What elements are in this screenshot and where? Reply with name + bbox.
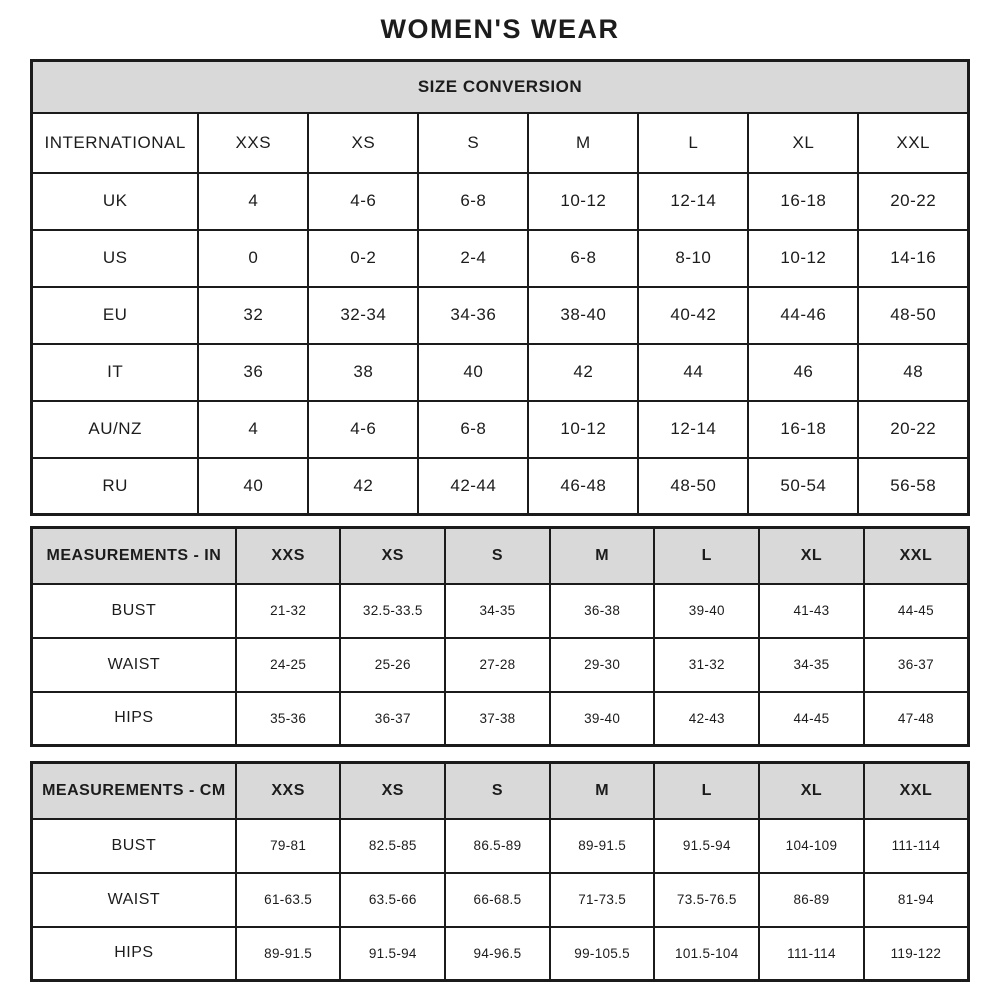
- value-cell: 21-32: [236, 584, 341, 638]
- row-label: UK: [32, 173, 199, 230]
- table-row: [32, 873, 969, 927]
- row-label: US: [32, 230, 199, 287]
- value-cell: 86.5-89: [445, 819, 550, 873]
- size-conversion-title-row: [32, 61, 969, 113]
- value-cell: 89-91.5: [550, 819, 655, 873]
- value-cell: 14-16: [858, 230, 968, 287]
- value-cell: 29-30: [550, 638, 655, 692]
- size-conversion-title: SIZE CONVERSION: [32, 61, 969, 113]
- value-cell: 40: [418, 344, 528, 401]
- value-cell: 32-34: [308, 287, 418, 344]
- value-cell: 16-18: [748, 173, 858, 230]
- value-cell: 111-114: [864, 819, 969, 873]
- measurements-cm-header-cell: L: [654, 763, 759, 819]
- value-cell: 34-36: [418, 287, 528, 344]
- value-cell: 42-44: [418, 458, 528, 515]
- value-cell: 6-8: [418, 173, 528, 230]
- value-cell: 48: [858, 344, 968, 401]
- table-row: [32, 584, 969, 638]
- value-cell: 20-22: [858, 401, 968, 458]
- value-cell: 0: [198, 230, 308, 287]
- measurements-cm-header-cell: S: [445, 763, 550, 819]
- table-row: [32, 819, 969, 873]
- table-row: [32, 230, 969, 287]
- value-cell: 44: [638, 344, 748, 401]
- row-label: BUST: [32, 819, 236, 873]
- value-cell: 25-26: [340, 638, 445, 692]
- measurements-cm-header-cell: MEASUREMENTS - CM: [32, 763, 236, 819]
- size-conversion-header-cell: M: [528, 113, 638, 173]
- value-cell: 66-68.5: [445, 873, 550, 927]
- value-cell: 24-25: [236, 638, 341, 692]
- size-conversion-header-row: [32, 113, 969, 173]
- table-row: [32, 458, 969, 515]
- value-cell: 4-6: [308, 173, 418, 230]
- size-conversion-header-cell: S: [418, 113, 528, 173]
- value-cell: 48-50: [638, 458, 748, 515]
- size-conversion-header-cell: L: [638, 113, 748, 173]
- value-cell: 81-94: [864, 873, 969, 927]
- value-cell: 4: [198, 401, 308, 458]
- measurements-in-header-cell: M: [550, 528, 655, 584]
- value-cell: 10-12: [748, 230, 858, 287]
- measurements-in-header-cell: XXS: [236, 528, 341, 584]
- measurements-cm-header-row: [32, 763, 969, 819]
- table-row: [32, 344, 969, 401]
- size-conversion-header-cell: XXS: [198, 113, 308, 173]
- value-cell: 86-89: [759, 873, 864, 927]
- table-row: [32, 692, 969, 746]
- size-conversion-table: [30, 59, 970, 516]
- value-cell: 10-12: [528, 401, 638, 458]
- value-cell: 56-58: [858, 458, 968, 515]
- measurements-in-header-cell: S: [445, 528, 550, 584]
- measurements-cm-header-cell: XL: [759, 763, 864, 819]
- value-cell: 34-35: [445, 584, 550, 638]
- value-cell: 4: [198, 173, 308, 230]
- value-cell: 16-18: [748, 401, 858, 458]
- value-cell: 46-48: [528, 458, 638, 515]
- measurements-cm-header-cell: M: [550, 763, 655, 819]
- value-cell: 34-35: [759, 638, 864, 692]
- value-cell: 104-109: [759, 819, 864, 873]
- row-label: WAIST: [32, 638, 236, 692]
- value-cell: 42-43: [654, 692, 759, 746]
- value-cell: 119-122: [864, 927, 969, 981]
- value-cell: 40-42: [638, 287, 748, 344]
- value-cell: 44-45: [759, 692, 864, 746]
- value-cell: 31-32: [654, 638, 759, 692]
- value-cell: 39-40: [654, 584, 759, 638]
- table-row: [32, 927, 969, 981]
- table-row: [32, 173, 969, 230]
- value-cell: 48-50: [858, 287, 968, 344]
- size-conversion-header-cell: XXL: [858, 113, 968, 173]
- measurements-cm-header-cell: XXL: [864, 763, 969, 819]
- measurements-in-header-cell: XS: [340, 528, 445, 584]
- row-label: HIPS: [32, 692, 236, 746]
- value-cell: 50-54: [748, 458, 858, 515]
- value-cell: 6-8: [528, 230, 638, 287]
- value-cell: 44-46: [748, 287, 858, 344]
- row-label: HIPS: [32, 927, 236, 981]
- value-cell: 36-38: [550, 584, 655, 638]
- value-cell: 38: [308, 344, 418, 401]
- value-cell: 91.5-94: [340, 927, 445, 981]
- value-cell: 36: [198, 344, 308, 401]
- measurements-in-table: [30, 526, 970, 747]
- value-cell: 94-96.5: [445, 927, 550, 981]
- value-cell: 32.5-33.5: [340, 584, 445, 638]
- page-title: WOMEN'S WEAR: [380, 14, 620, 44]
- value-cell: 39-40: [550, 692, 655, 746]
- value-cell: 42: [528, 344, 638, 401]
- value-cell: 73.5-76.5: [654, 873, 759, 927]
- value-cell: 4-6: [308, 401, 418, 458]
- value-cell: 46: [748, 344, 858, 401]
- value-cell: 40: [198, 458, 308, 515]
- value-cell: 20-22: [858, 173, 968, 230]
- value-cell: 61-63.5: [236, 873, 341, 927]
- table-row: [32, 401, 969, 458]
- value-cell: 99-105.5: [550, 927, 655, 981]
- value-cell: 37-38: [445, 692, 550, 746]
- value-cell: 2-4: [418, 230, 528, 287]
- value-cell: 35-36: [236, 692, 341, 746]
- value-cell: 6-8: [418, 401, 528, 458]
- value-cell: 12-14: [638, 401, 748, 458]
- size-conversion-header-cell: XL: [748, 113, 858, 173]
- row-label: WAIST: [32, 873, 236, 927]
- table-row: [32, 287, 969, 344]
- value-cell: 10-12: [528, 173, 638, 230]
- value-cell: 27-28: [445, 638, 550, 692]
- value-cell: 89-91.5: [236, 927, 341, 981]
- value-cell: 111-114: [759, 927, 864, 981]
- value-cell: 63.5-66: [340, 873, 445, 927]
- value-cell: 47-48: [864, 692, 969, 746]
- measurements-in-header-cell: XL: [759, 528, 864, 584]
- measurements-cm-header-cell: XXS: [236, 763, 341, 819]
- row-label: BUST: [32, 584, 236, 638]
- measurements-in-header-row: [32, 528, 969, 584]
- measurements-in-header-cell: XXL: [864, 528, 969, 584]
- measurements-in-header-cell: L: [654, 528, 759, 584]
- value-cell: 32: [198, 287, 308, 344]
- measurements-in-header-cell: MEASUREMENTS - IN: [32, 528, 236, 584]
- value-cell: 79-81: [236, 819, 341, 873]
- measurements-cm-table: [30, 761, 970, 982]
- row-label: RU: [32, 458, 199, 515]
- value-cell: 91.5-94: [654, 819, 759, 873]
- value-cell: 44-45: [864, 584, 969, 638]
- value-cell: 41-43: [759, 584, 864, 638]
- value-cell: 8-10: [638, 230, 748, 287]
- row-label: AU/NZ: [32, 401, 199, 458]
- table-row: [32, 638, 969, 692]
- size-conversion-header-cell: XS: [308, 113, 418, 173]
- value-cell: 12-14: [638, 173, 748, 230]
- size-conversion-header-cell: INTERNATIONAL: [32, 113, 199, 173]
- value-cell: 0-2: [308, 230, 418, 287]
- value-cell: 82.5-85: [340, 819, 445, 873]
- value-cell: 38-40: [528, 287, 638, 344]
- row-label: EU: [32, 287, 199, 344]
- value-cell: 101.5-104: [654, 927, 759, 981]
- row-label: IT: [32, 344, 199, 401]
- measurements-cm-header-cell: XS: [340, 763, 445, 819]
- value-cell: 36-37: [864, 638, 969, 692]
- value-cell: 36-37: [340, 692, 445, 746]
- value-cell: 42: [308, 458, 418, 515]
- value-cell: 71-73.5: [550, 873, 655, 927]
